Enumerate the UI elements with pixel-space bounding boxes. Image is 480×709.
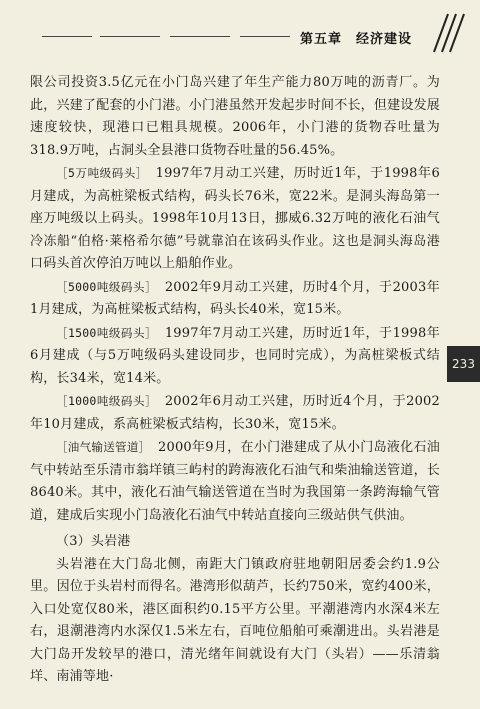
section-tag: ［1500吨级码头］ [56,325,152,340]
chapter-title: 第五章 经济建设 [300,32,413,47]
slash-ornament-icon [420,10,468,54]
subsection-heading: （3）头岩港 [56,534,131,549]
header-rule [100,36,160,37]
paragraph: ［1000吨级码头］ 2002年6月动工兴建，历时近4个月，于2002年10月建成，系高桩梁板式结构，长30米，宽15米。 [30,394,440,432]
paragraph: ［1500吨级码头］ 1997年7月动工兴建，历时近1年，于1998年6月建成（与5万吨级码头建设同步，也同时完成），为高桩梁板式结构，长34米，宽14米。 [30,325,440,386]
page-number-tab: 233 [447,346,480,382]
header-rule [42,36,92,37]
section-tag: ［5000吨级码头］ [56,279,152,294]
running-header [0,0,480,62]
paragraph: ［5万吨级码头］ 1997年7月动工兴建，历时近1年，于1998年6月建成，为高桩梁板式结构，码头长76米，宽22米。是洞头海岛第一座万吨级以上码头。1998年10月13日，挪威6.32万吨的液化石油气冷冻船“伯格·莱格希尔德”号就靠泊在该码头作业。这也是洞头海岛港口码头首次停泊万吨以上船舶作业。 [30,166,440,271]
paragraph: ［油气输送管道］ 2000年9月，在小门港建成了从小门岛液化石油气中转站至乐清市翁垟镇三屿村的跨海液化石油气和柴油输送管道，长8640米。其中，液化石油气输送管道在当时为我国第一条跨海输气管道，建成后实现小门岛液化石油气中转站直接向三级站供气供油。 [30,440,440,523]
paragraph: 头岩港在大门岛北侧，南距大门镇政府驻地朝阳居委会约1.9公里。因位于头岩村而得名。港湾形似葫芦，长约750米，宽约400米，入口处宽仅80米，港区面积约0.15平方公里。平潮港湾内水深4米左右，退潮港湾内水深仅1.5米左右，百吨位船舶可乘潮进出。头岩港是大门岛开发较早的港口，清光绪年间就设有大门（头岩）——乐清翁垟、南浦等地· [30,556,440,684]
paragraph: 限公司投资3.5亿元在小门岛兴建了年生产能力80万吨的沥青厂。为此，兴建了配套的小门港。小门港虽然开发起步时间不长，但建设发展速度较快，现港口已粗具规模。2006年，小门港的货物吞吐量为318.9万吨，占洞头全县港口货物吞吐量的56.45%。 [30,75,440,158]
section-tag: ［1000吨级码头］ [56,394,152,408]
paragraph: ［5000吨级码头］ 2002年9月动工兴建，历时4个月，于2003年1月建成，为高桩梁板式结构，码头长40米，宽15米。 [30,279,440,317]
section-tag: ［5万吨级码头］ [56,166,143,180]
header-rule [170,36,230,37]
header-rule [240,36,290,37]
page-body [30,72,440,689]
section-tag: ［油气输送管道］ [56,440,145,454]
